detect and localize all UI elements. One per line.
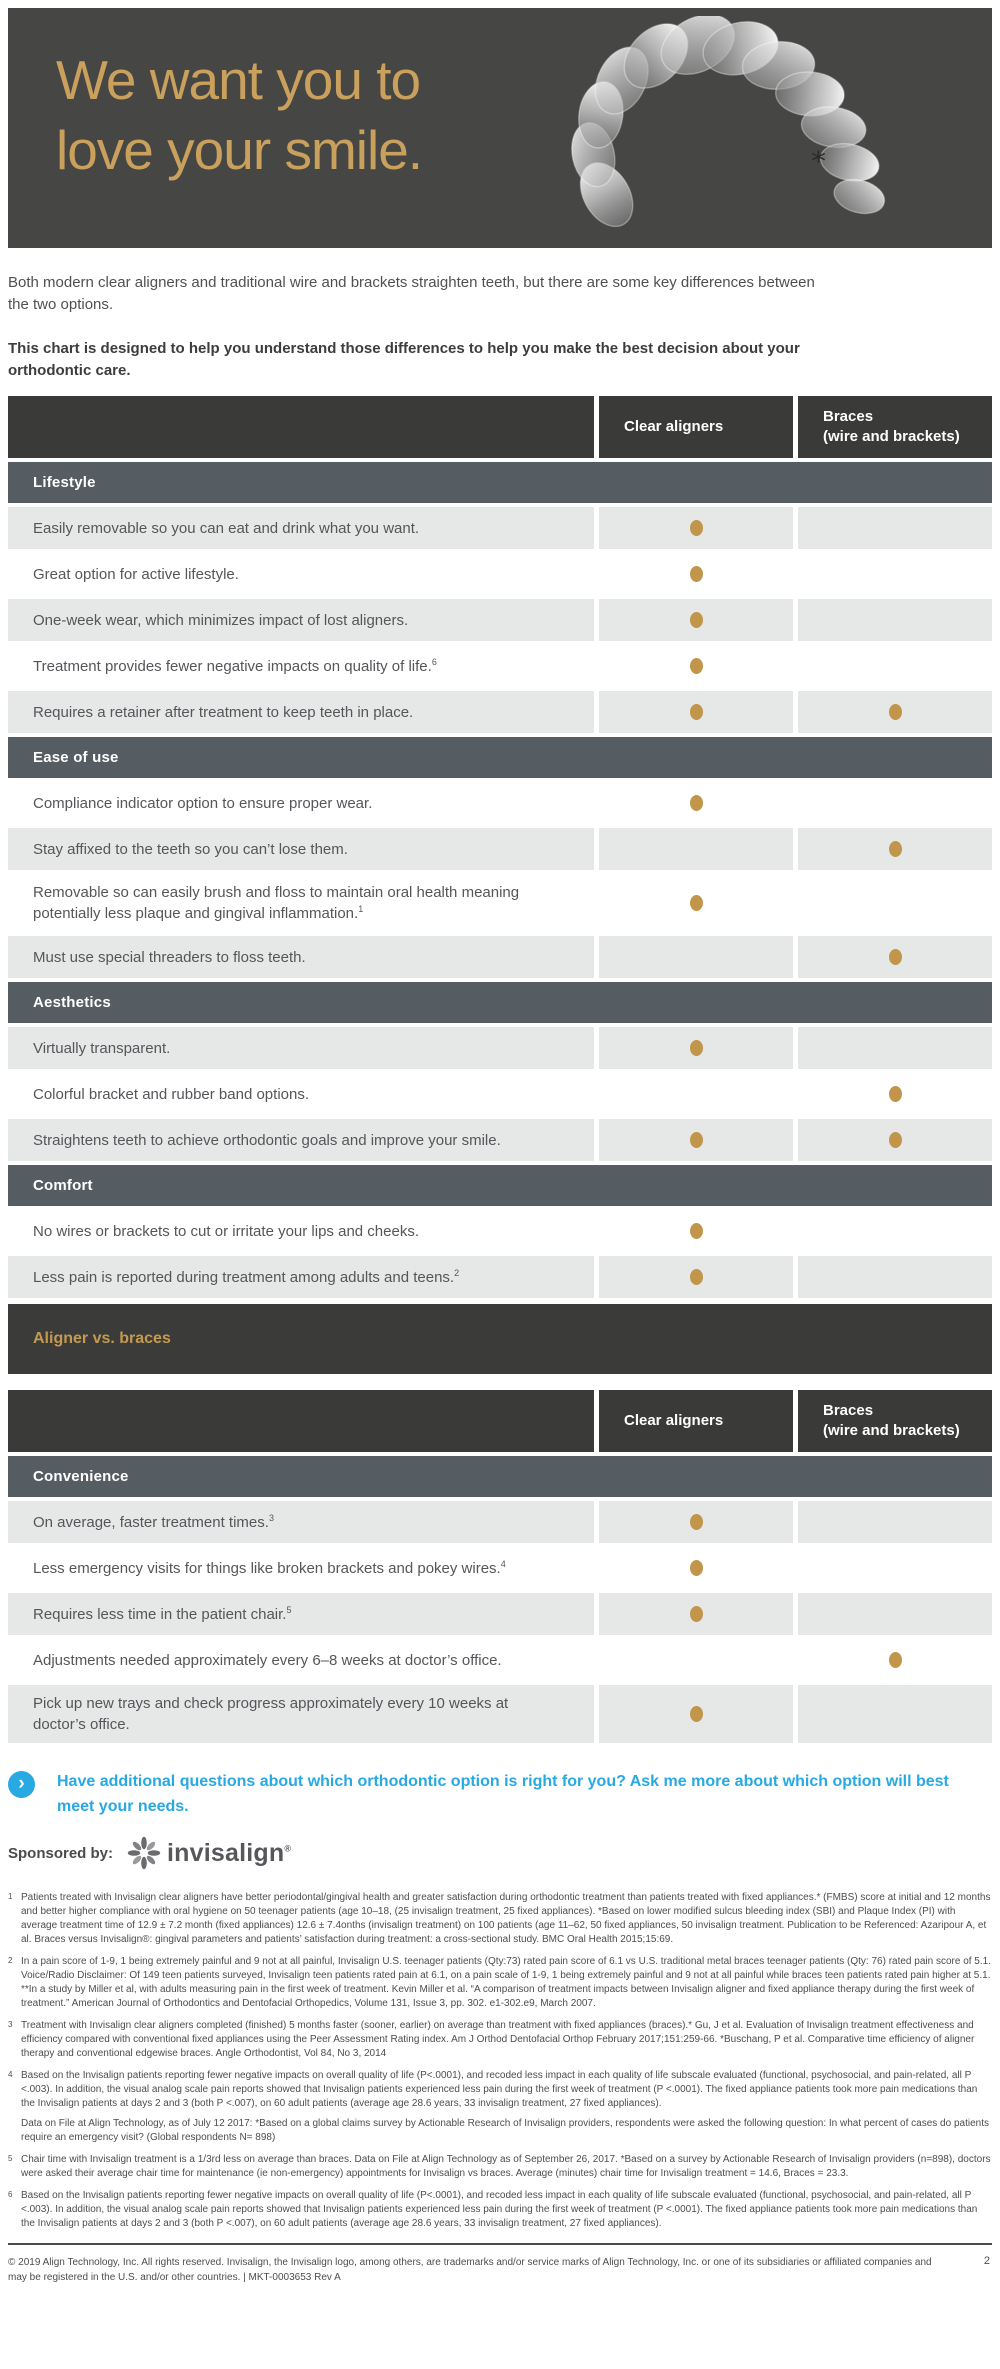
row-label: One-week wear, which minimizes impact of lost aligners. [33,611,409,629]
footnote: 1 Patients treated with Invisalign clear aligners have better periodontal/gingival health and greater satisfaction during orthodontic treatment than patients treated with fixed appliances.* (FMBS) score at initial and 12 months and better higher compliance with oral hygiene on 50 teenager patients (age 10–18, (25 invisalign treatment, 25 fixed appliances). *Based on lower modified sulcus bleeding index (SBI) and Plaque Index (PI) with average treatment time of 12.9 ± 7.2 month (fixed appliances) 12.6 ± 7.4onths (invisalign treatment) on 100 patients (age 11–62, 50 fixed appliances, 50 invisalign treatment. Publication to be Referenced: Azaripour A, et al. Braces versus Invisalign®: gingival parameters and patients’ satisfaction during treatment: a cross-sectional study. BMC Oral Health 2015;15:69. [8,1892,991,1945]
table-row [8,1639,992,1681]
braces-dot [889,1132,902,1148]
clear-aligners-dot [690,795,703,811]
footnote-marker: 6 [8,2190,13,2199]
clear-aligners-dot [690,895,703,911]
braces-dot [889,1652,902,1668]
table-row [8,1027,992,1069]
table-row [8,507,992,549]
hero-headline-line2: love your smile. [56,118,423,181]
hero-banner [8,8,992,248]
section-header-aesthetics: Aesthetics [8,982,992,1023]
clear-aligners-dot [690,566,703,582]
intro-paragraph: Both modern clear aligners and traditional wire and brackets straighten teeth, but there are some key differences between the two options. [8,274,815,313]
header-blank-cell [8,1390,594,1452]
table-row [8,1547,992,1589]
row-label: No wires or brackets to cut or irritate your lips and cheeks. [33,1222,419,1240]
clear-aligner-photo [532,16,932,248]
table-row [8,553,992,595]
footnote: 3 Treatment with Invisalign clear aligners completed (finished) 5 months faster (sooner, earlier) on average than treatment with fixed appliances (braces).* Gu, J et al. Evaluation of Invisalign treatment effectiveness and efficiency compared with conventional fixed appliances using the Peer Assessment Rating index. Am J Orthod Dentofacial Orthop February 2017;151:259-66. *Buschang, P et al. Comparative time efficiency of aligner therapy and conventional edgewise braces. Angle Orthodontist, Vol 84, No 3, 2014 [8,2020,975,2059]
hero-headline [56,46,422,186]
row-label: Less pain is reported during treatment among adults and teens.$^2$ [33,1267,460,1286]
row-label: Straightens teeth to achieve orthodontic goals and improve your smile. [33,1131,501,1149]
table-row [8,1593,992,1635]
row-label: Great option for active lifestyle. [33,565,239,583]
page-number: 2 [983,2255,990,2267]
table-row [8,1685,992,1743]
page-footer [8,2243,992,2295]
row-label: Treatment provides fewer negative impacts on quality of life.$^6$ [33,656,437,675]
column-header-clear-aligners: Clear aligners [599,1390,793,1452]
aligner-vs-braces-banner [8,1304,992,1374]
clear-aligners-dot [690,612,703,628]
row-label: Requires a retainer after treatment to keep teeth in place. [33,703,414,721]
braces-dot [889,704,902,720]
footnote-marker: 1 [8,1892,13,1901]
row-label: Requires less time in the patient chair.$^5$ [33,1604,292,1623]
sponsored-by-label: Sponsored by: [8,1844,114,1862]
footnote-marker: 4 [8,2070,13,2079]
footnote: 5 Chair time with Invisalign treatment is a 1/3rd less on average than braces. Data on File at Align Technology as of September 26, 2017. *Based on a survey by Actionable Research of Invisalign providers (n=898), doctors were asked their average chair time for maintenance (ie non-emergency) appointments for Invisalign vs braces. Average (minutes) chair time for Invisalign treatment = 14.6, Braces = 23.3. [8,2154,991,2179]
clear-aligners-dot [690,1560,703,1576]
invisalign-logo [127,1835,291,1871]
row-label: Compliance indicator option to ensure proper wear. [33,794,373,812]
row-label: Less emergency visits for things like broken brackets and pokey wires.$^4$ [33,1558,506,1577]
footnote-marker: 3 [8,2020,13,2029]
clear-aligners-dot [690,520,703,536]
table-row [8,1256,992,1298]
table-row [8,1210,992,1252]
table-row [8,645,992,687]
clear-aligners-dot [690,658,703,674]
hero-headline-line1: We want you to [56,49,421,111]
footnote-marker: 5 [8,2154,13,2163]
footnotes-block [8,1891,992,2231]
braces-dot [889,841,902,857]
sponsor-line [8,1835,992,1871]
column-header-clear-aligners: Clear aligners [599,396,793,458]
footnote: 4 Based on the Invisalign patients reporting fewer negative impacts on overall quality of life (P<.0001), and recoded less impact in each quality of life subscale evaluated (functional, psychosocial, and pain-related, all P <.003). In addition, the visual analog scale pain reports showed that Invisalign patients experienced less pain during the first week of treatment (P <.0001). The fixed appliance patients took more pain medications than the Invisalign patients at days 2 and 3 (both P <.007), on 60 adult patients (average age 28.6 years, 33 invisalign treatment, 27 fixed appliances). Data on File at Align Technology, as of July 12 2017: *Based on a global claims survey by Actionable Research of Invisalign providers, respondents were asked the following question: In what percent of cases do patients require an emergency visit? (Global respondents N= 898) [8,2070,989,2143]
table-row [8,1501,992,1543]
row-label: Removable so can easily brush and floss to maintain oral health meaning potentially less plaque and gingival inflammation.$^1$ [33,884,520,922]
clear-aligners-dot [690,704,703,720]
section-header-convenience: Convenience [8,1456,992,1497]
clear-aligners-dot [690,1514,703,1530]
table-row [8,1119,992,1161]
row-label: Virtually transparent. [33,1039,171,1057]
cta-text: Have additional questions about which orthodontic option is right for you? Ask me more about which option will best meet your needs. [57,1773,949,1815]
comparison-table-2 [8,1390,992,1743]
banner-title: Aligner vs. braces [33,1330,171,1347]
section-header-lifestyle: Lifestyle [8,462,992,503]
clear-aligners-dot [690,1132,703,1148]
chart-purpose-paragraph: This chart is designed to help you understand those differences to help you make the best decision about your orthodontic care. [8,340,800,379]
clear-aligners-dot [690,1269,703,1285]
section-header-comfort: Comfort [8,1165,992,1206]
row-label: Must use special threaders to floss teeth. [33,948,306,966]
clear-aligners-dot [690,1223,703,1239]
table-row [8,936,992,978]
clear-aligners-dot [690,1606,703,1622]
row-label: Adjustments needed approximately every 6–8 weeks at doctor’s office. [33,1651,502,1669]
table-row [8,1073,992,1115]
header-blank-cell [8,396,594,458]
row-label: Colorful bracket and rubber band options. [33,1085,310,1103]
braces-dot [889,1086,902,1102]
clear-aligners-dot [690,1706,703,1722]
table-row [8,874,992,932]
table-row [8,782,992,824]
invisalign-wordmark: invisalign® [167,1838,292,1867]
section-header-ease-of-use: Ease of use [8,737,992,778]
clear-aligners-dot [690,1040,703,1056]
table-2-header [8,1390,992,1452]
column-header-braces: Braces (wire and brackets) [798,1390,992,1452]
row-label: Stay affixed to the teeth so you can’t lose them. [33,840,348,858]
footnote: 2 In a pain score of 1-9, 1 being extremely painful and 9 not at all painful, Invisalign U.S. teenager patients (Qty:73) rated pain score of 6.1 vs U.S. traditional metal braces teenager patients (Qty: 76) rated pain score of 5.1. Voice/Radio Disclaimer: Of 149 teen patients surveyed, Invisalign teen patients rated pain at 6.1, on a pain scale of 1-9, 1 being extremely painful and 9 not at all painful while braces teen patients rated pain higher at 5.1. **In a study by Miller et al, with adults measuring pain in the first week of treatment. Kevin Miller et al. “A comparison of treatment impacts between Invisalign aligner and fixed appliance therapy during the first week of treatment.” American Journal of Orthodontics and Dentofacial Orthopedics, Volume 131, Issue 3, pp. 302. e1-302.e9, March 2007. [8,1956,991,2009]
column-header-braces: Braces (wire and brackets) [798,396,992,458]
copyright-text: © 2019 Align Technology, Inc. All rights reserved. Invisalign, the Invisalign logo, among others, are trademarks and/or service marks of Align Technology, Inc. or one of its subsidiaries or affiliated companies and may be registered in the U.S. and/or other countries. | MKT-0003653 Rev A [8,2257,932,2283]
row-label: Easily removable so you can eat and drink what you want. [33,519,420,537]
table-row [8,828,992,870]
table-1-header [8,396,992,458]
table-row [8,691,992,733]
invisalign-starburst-icon [127,1835,161,1871]
footnote-marker: 2 [8,1956,13,1965]
comparison-table-1 [8,396,992,1298]
cta-note [8,1769,992,1819]
row-label: On average, faster treatment times.$^3$ [33,1512,274,1531]
footnote: 6 Based on the Invisalign patients reporting fewer negative impacts on overall quality of life (P<.0001), and recoded less impact in each quality of life subscale evaluated (functional, psychosocial, and pain-related, all P <.003). In addition, the visual analog scale pain reports showed that Invisalign patients experienced less pain during the first week of treatment (P <.0001). The fixed appliance patients took more pain medications than the Invisalign patients at days 2 and 3 (both P <.007), on 60 adult patients (average age 28.6 years, 33 invisalign treatment, 27 fixed appliances). [8,2190,978,2229]
chevron-circle-icon: › [8,1771,35,1798]
table-row [8,599,992,641]
braces-dot [889,949,902,965]
row-label: Pick up new trays and check progress approximately every 10 weeks at doctor’s office. [33,1695,509,1733]
